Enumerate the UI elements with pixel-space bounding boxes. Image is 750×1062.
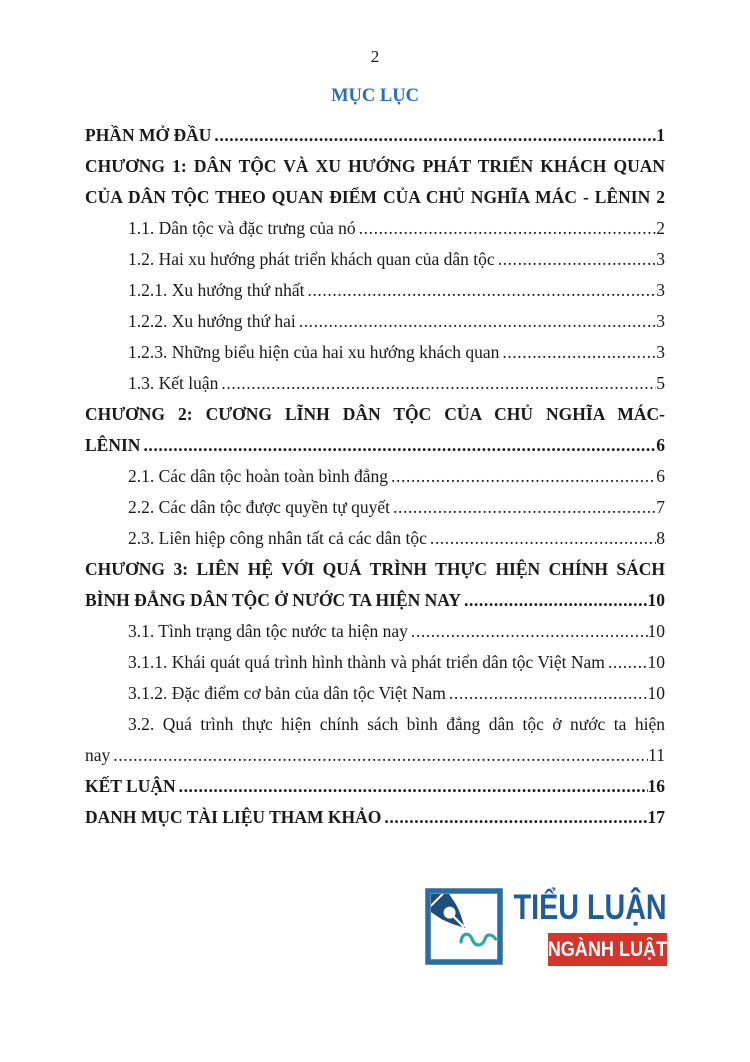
toc-line[interactable] — [85, 368, 665, 399]
toc-title: MỤC LỤC — [331, 86, 419, 106]
toc-page-number: 6 — [656, 435, 665, 455]
toc-page-number: 3 — [656, 311, 665, 331]
toc-page-number: 3 — [656, 280, 665, 300]
toc-entry-text: LÊNIN — [85, 435, 141, 455]
dot-leader — [461, 585, 648, 616]
toc-entry-text: 1.2.3. Những biểu hiện của hai xu hướng khách quan — [128, 342, 500, 362]
toc-line[interactable] — [85, 802, 665, 833]
toc-entry-text: 1.2. Hai xu hướng phát triển khách quan của dân tộc — [128, 249, 495, 269]
toc-page-number: 10 — [647, 683, 665, 703]
toc-entry-text: DANH MỤC TÀI LIỆU THAM KHẢO — [85, 807, 382, 827]
dot-leader — [388, 461, 656, 492]
toc-page-number: 10 — [647, 652, 665, 672]
toc-line[interactable] — [85, 616, 665, 647]
toc-page-number: 5 — [656, 373, 665, 393]
toc-line[interactable]: 3.2. Quá trình thực hiện chính sách bình đẳng dân tộc ở nước ta hiện — [128, 714, 665, 734]
dot-leader — [304, 275, 656, 306]
toc-entry-text: 3.1.1. Khái quát quá trình hình thành và phát triển dân tộc Việt Nam — [128, 652, 605, 672]
toc-page-number: 11 — [648, 745, 665, 765]
toc-line[interactable]: CHƯƠNG 2: CƯƠNG LĨNH DÂN TỘC CỦA CHỦ NGHĨA MÁC- — [85, 404, 665, 424]
toc-line[interactable] — [85, 213, 665, 244]
toc-entry-text: BÌNH ĐẲNG DÂN TỘC Ở NƯỚC TA HIỆN NAY — [85, 590, 461, 610]
dot-leader — [605, 647, 648, 678]
toc-line[interactable] — [85, 461, 665, 492]
fountain-pen-icon — [425, 888, 503, 965]
dot-leader — [381, 802, 647, 833]
toc-entry-text: PHẦN MỞ ĐẦU — [85, 125, 212, 145]
dot-leader — [356, 213, 657, 244]
toc-line[interactable] — [85, 337, 665, 368]
toc-page-number: 7 — [656, 497, 665, 517]
toc-line[interactable] — [85, 647, 665, 678]
toc-entry-text: 3.1. Tình trạng dân tộc nước ta hiện nay — [128, 621, 408, 641]
toc-entry-text: 1.2.2. Xu hướng thứ hai — [128, 311, 296, 331]
toc-page-number: 10 — [647, 590, 665, 610]
toc-entry-text: KẾT LUẬN — [85, 776, 176, 796]
toc-entry-text: 2.2. Các dân tộc được quyền tự quyết — [128, 497, 390, 517]
toc-page-number: 1 — [656, 125, 665, 145]
toc-line[interactable] — [85, 244, 665, 275]
logo-badge-nganh-luat — [548, 933, 667, 966]
logo-badge-text: NGÀNH LUẬT — [547, 938, 668, 961]
toc-entry-text: 3.1.2. Đặc điểm cơ bản của dân tộc Việt Nam — [128, 683, 446, 703]
tieu-luan-nganh-luat-logo — [420, 880, 670, 975]
toc-page-number: 10 — [647, 621, 665, 641]
toc-line[interactable] — [85, 492, 665, 523]
toc-line[interactable] — [85, 771, 665, 802]
toc-line[interactable] — [85, 523, 665, 554]
toc-page-number: 16 — [647, 776, 665, 796]
dot-leader — [140, 430, 656, 461]
toc-entry-text: nay — [85, 745, 111, 765]
dot-leader — [176, 771, 648, 802]
toc-entry-text: 2.3. Liên hiệp công nhân tất cả các dân tộc — [128, 528, 427, 548]
toc-line[interactable] — [85, 275, 665, 306]
toc-line[interactable]: CHƯƠNG 1: DÂN TỘC VÀ XU HƯỚNG PHÁT TRIỂN KHÁCH QUAN — [85, 156, 665, 176]
logo-text-tieu-luan: TIỂU LUẬN — [513, 888, 667, 927]
dot-leader — [296, 306, 657, 337]
toc-list — [85, 120, 665, 833]
dot-leader — [495, 244, 657, 275]
dot-leader — [427, 523, 656, 554]
toc-page-number: 3 — [656, 342, 665, 362]
toc-line[interactable] — [85, 678, 665, 709]
toc-line[interactable] — [85, 430, 665, 461]
toc-line[interactable] — [85, 585, 665, 616]
dot-leader — [110, 740, 648, 771]
dot-leader — [218, 368, 656, 399]
toc-entry-text: 1.3. Kết luận — [128, 373, 219, 393]
toc-line[interactable] — [85, 120, 665, 151]
dot-leader — [408, 616, 648, 647]
toc-page-number: 2 — [656, 218, 665, 238]
toc-entry-text: 1.2.1. Xu hướng thứ nhất — [128, 280, 305, 300]
toc-line[interactable]: CHƯƠNG 3: LIÊN HỆ VỚI QUÁ TRÌNH THỰC HIỆN CHÍNH SÁCH — [85, 559, 665, 579]
toc-page-number: 3 — [656, 249, 665, 269]
toc-line[interactable]: CỦA DÂN TỘC THEO QUAN ĐIỂM CỦA CHỦ NGHĨA MÁC - LÊNIN 2 — [85, 187, 665, 207]
dot-leader — [446, 678, 648, 709]
toc-page-number: 17 — [647, 807, 665, 827]
toc-entry-text: 2.1. Các dân tộc hoàn toàn bình đẳng — [128, 466, 389, 486]
dot-leader — [211, 120, 656, 151]
toc-page-number: 6 — [656, 466, 665, 486]
toc-line[interactable] — [85, 740, 665, 771]
toc-page-number: 8 — [656, 528, 665, 548]
toc-entry-text: 1.1. Dân tộc và đặc trưng của nó — [128, 218, 356, 238]
page-number: 2 — [370, 47, 380, 66]
toc-line[interactable] — [85, 306, 665, 337]
dot-leader — [390, 492, 656, 523]
dot-leader — [499, 337, 656, 368]
